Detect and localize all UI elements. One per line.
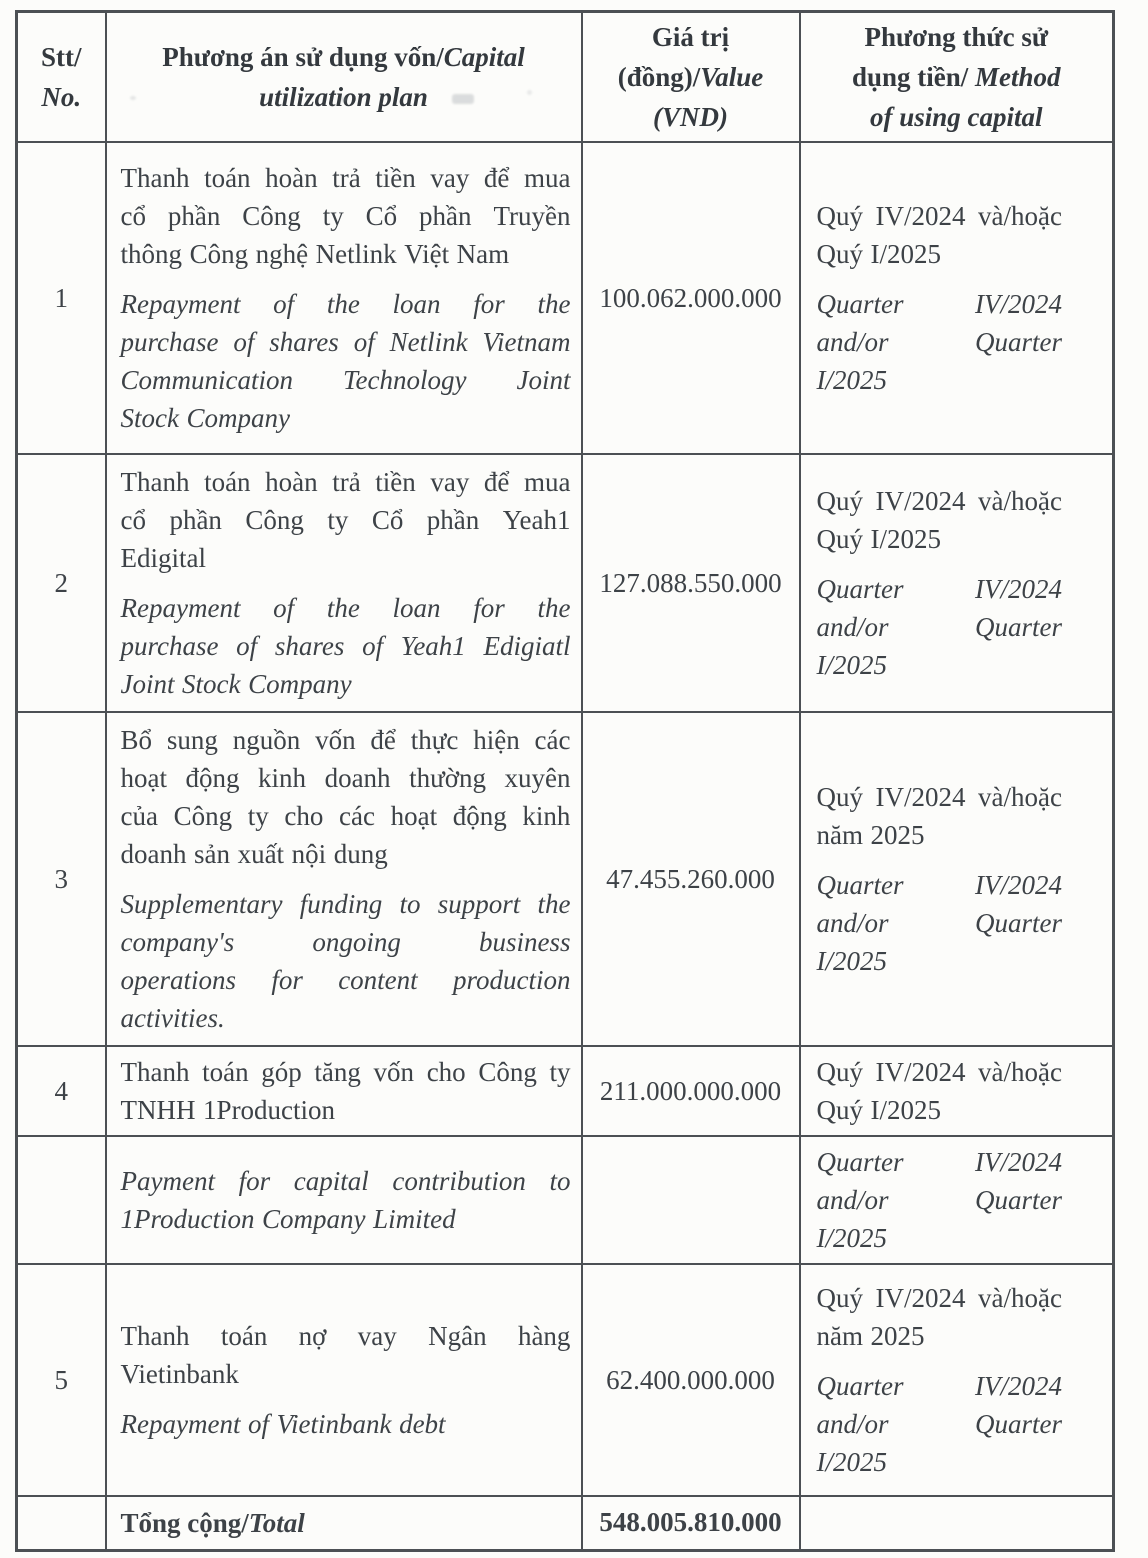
table-row	[17, 454, 1114, 712]
table-header	[17, 12, 1114, 143]
scan-artifact	[452, 94, 474, 104]
method-cell: Quarter IV/2024 and/or Quarter I/2025	[800, 1136, 1114, 1264]
header-value-en: Value	[700, 62, 764, 92]
header-plan	[106, 12, 582, 143]
header-value-en-2: (VND)	[653, 102, 728, 132]
plan-cell: Thanh toán nợ vay Ngân hàng Vietinbank Repayment of Vietinbank debt	[106, 1264, 582, 1496]
total-label-cell	[106, 1496, 582, 1550]
row-number-cell	[17, 1136, 106, 1264]
scan-artifact	[527, 90, 532, 95]
header-plan-en-2: utilization plan	[259, 82, 428, 112]
scan-artifact	[340, 97, 347, 102]
total-method-cell	[800, 1496, 1114, 1550]
total-row	[17, 1496, 1114, 1550]
row-number-cell: 2	[17, 454, 106, 712]
capital-utilization-table	[15, 10, 1115, 1552]
scan-artifact	[130, 96, 136, 100]
header-method-vn-2: dụng tiền/	[851, 62, 976, 92]
row-number-cell: 3	[17, 712, 106, 1046]
header-value-vn: Giá trị	[651, 22, 730, 52]
value-cell: 127.088.550.000	[582, 454, 800, 712]
row-number-cell: 1	[17, 142, 106, 454]
header-method-en-2: of using capital	[869, 102, 1043, 132]
value-cell: 100.062.000.000	[582, 142, 800, 454]
header-method-vn: Phương thức sử	[864, 22, 1049, 52]
header-value-vn-2: (đồng)/	[617, 62, 701, 92]
method-cell: Quý IV/2024 và/hoặc Quý I/2025	[800, 1046, 1114, 1136]
total-no-cell	[17, 1496, 106, 1550]
table-row	[17, 142, 1114, 454]
value-cell	[582, 1136, 800, 1264]
total-value-cell: 548.005.810.000	[582, 1496, 800, 1550]
header-plan-vn: Phương án sử dụng vốn/	[162, 42, 444, 72]
plan-cell: Thanh toán hoàn trả tiền vay để mua cổ phần Công ty Cổ phần Truyền thông Công nghệ Netlink Việt Nam Repayment of the loan for the purchase of shares of Netlink Vietnam Communication Technology Joint Stock Company	[106, 142, 582, 454]
method-cell: Quý IV/2024 và/hoặc năm 2025 Quarter IV/2024 and/or Quarter I/2025	[800, 712, 1114, 1046]
header-method	[800, 12, 1114, 143]
header-value	[582, 12, 800, 143]
table-body	[17, 142, 1114, 1496]
value-cell: 47.455.260.000	[582, 712, 800, 1046]
table-footer	[17, 1496, 1114, 1550]
method-cell: Quý IV/2024 và/hoặc năm 2025 Quarter IV/2024 and/or Quarter I/2025	[800, 1264, 1114, 1496]
value-cell: 211.000.000.000	[582, 1046, 800, 1136]
total-label-en: Total	[248, 1507, 305, 1538]
header-no-vn: Stt/	[41, 42, 82, 72]
row-number-cell: 4	[17, 1046, 106, 1136]
plan-cell: Payment for capital contribution to 1Production Company Limited	[106, 1136, 582, 1264]
table-row	[17, 1046, 1114, 1136]
row-number-cell: 5	[17, 1264, 106, 1496]
total-label-vn: Tổng cộng/	[120, 1507, 249, 1538]
table-row	[17, 712, 1114, 1046]
plan-cell: Thanh toán hoàn trả tiền vay để mua cổ phần Công ty Cổ phần Yeah1 Edigital Repayment of the loan for the purchase of shares of Yeah1 Edigiatl Joint Stock Company	[106, 454, 582, 712]
table-row	[17, 1264, 1114, 1496]
header-no	[17, 12, 106, 143]
table-header-row	[17, 12, 1114, 143]
table-row	[17, 1136, 1114, 1264]
plan-cell: Bổ sung nguồn vốn để thực hiện các hoạt động kinh doanh thường xuyên của Công ty cho các hoạt động kinh doanh sản xuất nội dung Supplementary funding to support the company's ongoing business operations for content production activities.	[106, 712, 582, 1046]
method-cell: Quý IV/2024 và/hoặc Quý I/2025 Quarter IV/2024 and/or Quarter I/2025	[800, 454, 1114, 712]
header-method-en: Method	[975, 62, 1061, 92]
method-cell: Quý IV/2024 và/hoặc Quý I/2025 Quarter IV/2024 and/or Quarter I/2025	[800, 142, 1114, 454]
value-cell: 62.400.000.000	[582, 1264, 800, 1496]
plan-cell: Thanh toán góp tăng vốn cho Công ty TNHH 1Production	[106, 1046, 582, 1136]
header-no-en: No.	[41, 82, 82, 112]
header-plan-en: Capital	[443, 42, 525, 72]
